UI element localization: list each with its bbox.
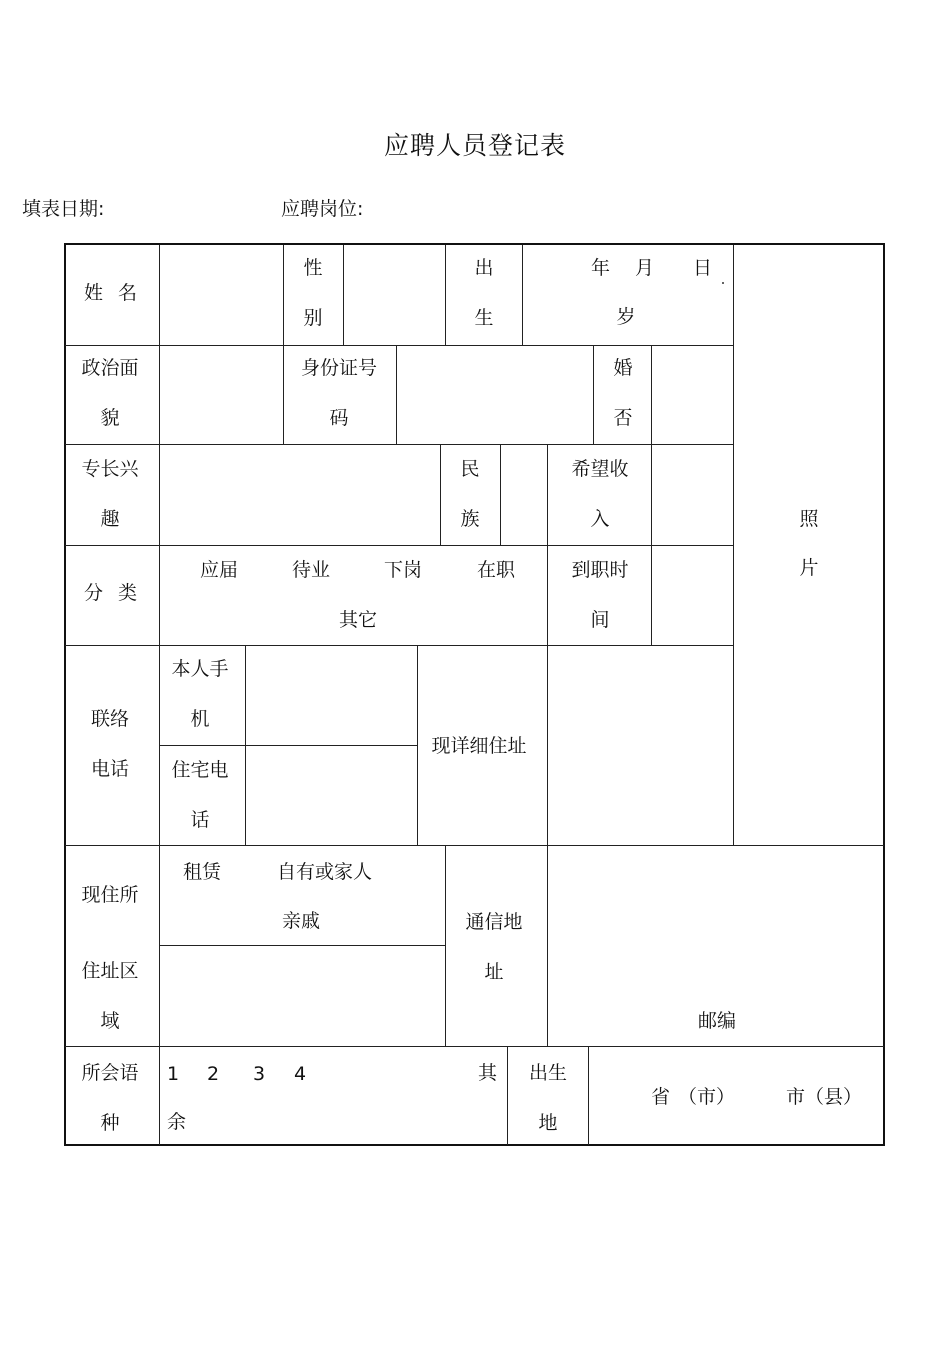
category-label-2: 类 xyxy=(118,582,138,604)
contact-phone-label: 联络 电话 xyxy=(90,708,130,780)
stray-dot xyxy=(722,282,724,284)
residence-option: 自有或家人 xyxy=(277,861,373,883)
residence-label: 现住所 xyxy=(81,884,139,906)
category-label-1: 分 xyxy=(84,582,104,604)
age-label: 岁 xyxy=(616,306,636,328)
row-divider xyxy=(160,745,417,746)
col-divider xyxy=(507,1046,508,1145)
col-divider xyxy=(440,444,441,545)
col-divider xyxy=(500,444,501,545)
col-divider xyxy=(396,345,397,445)
col-divider xyxy=(159,245,160,1145)
language-option: 1 xyxy=(167,1063,180,1085)
year-label: 年 xyxy=(591,257,611,279)
col-divider xyxy=(547,845,548,1046)
residence-option: 租赁 xyxy=(183,861,222,883)
ethnicity-label: 民 族 xyxy=(460,458,480,530)
position-label: 应聘岗位: xyxy=(281,198,364,220)
page-title: 应聘人员登记表 xyxy=(383,131,566,160)
political-status-label: 政治面 貌 xyxy=(81,357,139,429)
language-option: 2 xyxy=(207,1063,220,1085)
category-option: 待业 xyxy=(292,559,331,581)
onboard-time-label: 到职时 间 xyxy=(571,559,629,631)
current-address-label: 现详细住址 xyxy=(431,735,527,757)
category-option: 在职 xyxy=(477,559,516,581)
row-divider xyxy=(65,444,734,445)
col-divider xyxy=(445,245,446,345)
home-phone-label: 住宅电 话 xyxy=(171,759,229,831)
postcode-label: 邮编 xyxy=(697,1010,737,1032)
city-paren-label: （市） xyxy=(678,1086,736,1108)
language-other-1: 其 xyxy=(478,1062,498,1084)
name-label-2: 名 xyxy=(118,282,138,304)
row-divider xyxy=(160,945,446,946)
languages-label: 所会语 种 xyxy=(81,1062,139,1134)
name-label-1: 姓 xyxy=(84,282,104,304)
language-option: 4 xyxy=(294,1063,307,1085)
province-label: 省 xyxy=(651,1086,671,1108)
row-divider xyxy=(65,1046,884,1047)
row-divider xyxy=(65,345,734,346)
col-divider xyxy=(283,245,284,445)
col-divider xyxy=(417,645,418,845)
mailing-address-label: 通信地 址 xyxy=(465,911,523,983)
row-divider xyxy=(65,645,734,646)
day-label: 日 xyxy=(693,257,713,279)
col-divider xyxy=(588,1046,589,1145)
photo-label: 照 片 xyxy=(799,508,819,579)
gender-label: 性 别 xyxy=(303,257,323,329)
col-divider xyxy=(522,245,523,345)
category-option: 下岗 xyxy=(384,559,423,581)
specialty-label: 专长兴 趣 xyxy=(81,458,139,530)
id-number-label: 身份证号 码 xyxy=(300,357,378,429)
fill-date-label: 填表日期: xyxy=(22,198,105,220)
col-divider xyxy=(651,345,652,645)
birthplace-label: 出生 地 xyxy=(528,1062,568,1134)
col-divider xyxy=(445,845,446,1046)
col-divider xyxy=(593,345,594,445)
category-option: 应届 xyxy=(200,559,239,581)
row-divider xyxy=(65,545,734,546)
marital-label: 婚 否 xyxy=(613,357,633,429)
residence-option: 亲戚 xyxy=(281,910,321,932)
birth-label: 出 生 xyxy=(474,257,494,329)
city-county-label: 市（县） xyxy=(786,1086,863,1108)
col-divider xyxy=(547,444,548,845)
expected-income-label: 希望收 入 xyxy=(571,458,629,530)
mobile-label: 本人手 机 xyxy=(171,658,229,730)
category-option: 其它 xyxy=(338,609,378,631)
col-divider xyxy=(245,645,246,845)
language-other-2: 余 xyxy=(167,1111,187,1133)
col-divider xyxy=(733,245,734,845)
month-label: 月 xyxy=(635,257,655,279)
residence-area-label: 住址区 域 xyxy=(81,960,139,1032)
row-divider xyxy=(65,845,884,846)
language-option: 3 xyxy=(253,1063,266,1085)
col-divider xyxy=(343,245,344,345)
